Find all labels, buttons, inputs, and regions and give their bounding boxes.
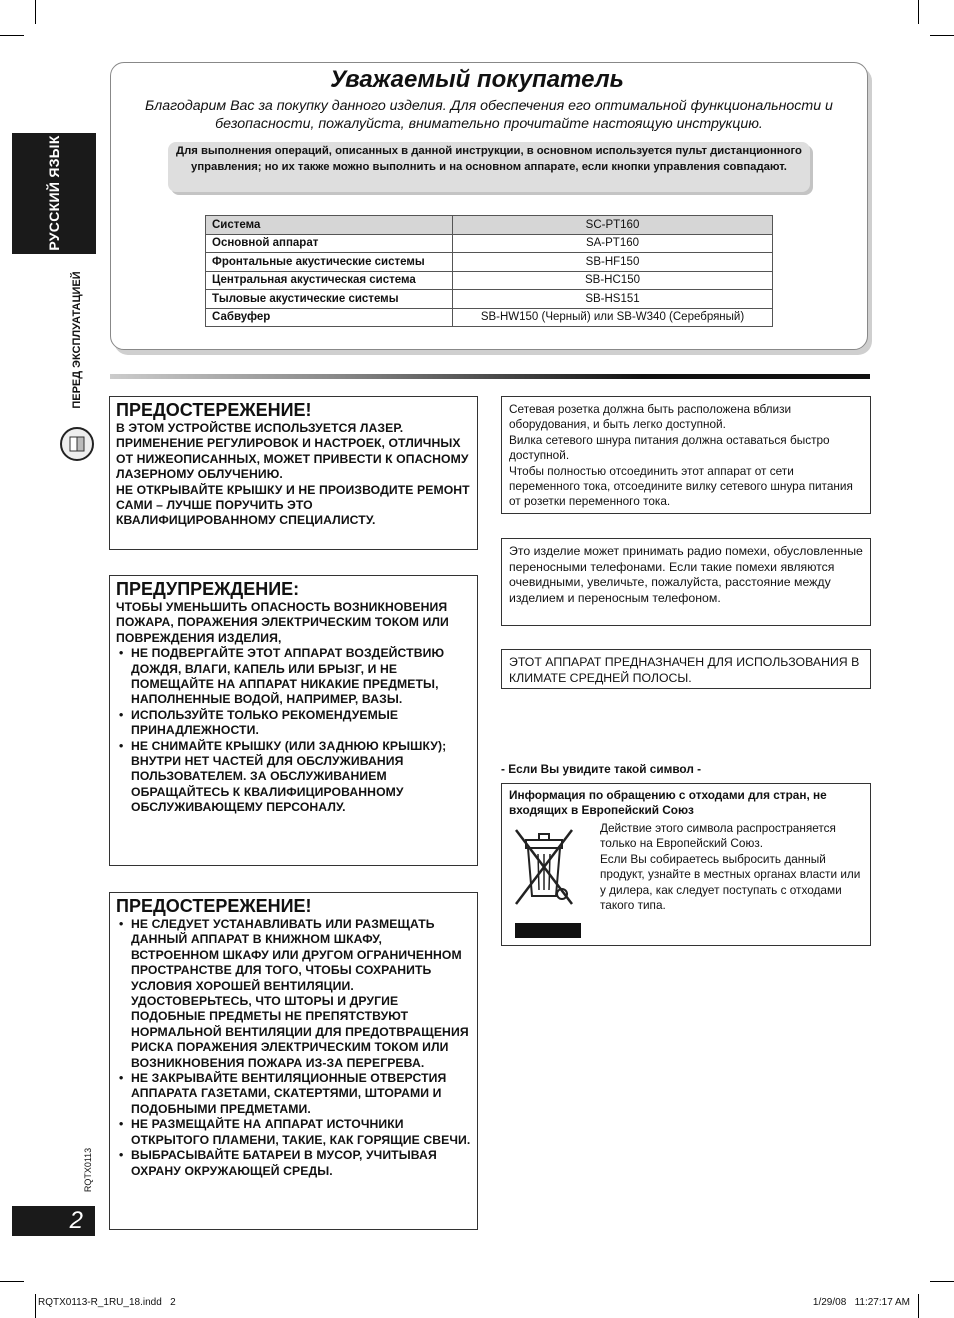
crop-mark <box>0 35 24 36</box>
disposal-advice-text: Если Вы собираетесь выбросить данный продукт, узнайте в местных органах власти или у дилера, как следует поступать с отходами такого типа. <box>600 851 861 913</box>
footer-datetime: 1/29/08 11:27:17 AM <box>812 1297 910 1308</box>
laser-caution-box <box>109 396 478 550</box>
list-item: • ВЫБРАСЫВАЙТЕ БАТАРЕИ В МУСОР, УЧИТЫВАЯ ОХРАНУ ОКРУЖАЮЩЕЙ СРЕДЫ. <box>116 1148 471 1179</box>
page-number: 2 <box>69 1207 83 1234</box>
crop-mark <box>918 0 919 24</box>
table-cell-value: SB-HF150 <box>453 253 773 272</box>
laser-caution-text: В ЭТОМ УСТРОЙСТВЕ ИСПОЛЬЗУЕТСЯ ЛАЗЕР. ПРИМЕНЕНИЕ РЕГУЛИРОВОК И НАСТРОЕК, ОТЛИЧНЫХ ОТ НИЖЕОПИСАННЫХ, МОЖЕТ ПРИВЕСТИ К ОПАСНОМУ ЛАЗЕРНОМУ ОБЛУЧЕНИЮ. <box>116 421 469 482</box>
table-cell-label: Фронтальные акустические системы <box>206 253 453 272</box>
remote-control-note: Для выполнения операций, описанных в данной инструкции, в основном используется пульт дистанционного управления; но их также можно выполнить и на основном аппарате, если кнопки управления совпадают. <box>168 142 810 192</box>
radio-interference-text: Это изделие может принимать радио помехи, обусловленные переносными телефонами. Если такие помехи являются очевидными, увеличьте, пожалуйста, расстояние между изделием и переносным телефоном. <box>509 544 863 605</box>
eu-only-text: Действие этого символа распространяется только на Европейский Союз. <box>600 821 836 851</box>
table-row <box>206 290 773 309</box>
crop-mark <box>0 1281 24 1282</box>
crop-mark <box>918 1294 919 1318</box>
list-item: • НЕ ПОДВЕРГАЙТЕ ЭТОТ АППАРАТ ВОЗДЕЙСТВИЮ ДОЖДЯ, ВЛАГИ, КАПЕЛЬ ИЛИ БРЫЗГ, И НЕ ПОМЕЩАЙТЕ НА АППАРАТ НИКАКИЕ ПРЕДМЕТЫ, НАПОЛНЕННЫЕ ВОДОЙ, НАПРИМЕР, ВАЗЫ. <box>116 646 471 708</box>
list-item: • ИСПОЛЬЗУЙТЕ ТОЛЬКО РЕКОМЕНДУЕМЫЕ ПРИНАДЛЕЖНОСТИ. <box>116 708 471 739</box>
section-label: ПЕРЕД ЭКСПЛУАТАЦИЕЙ <box>71 271 83 409</box>
page-number-box <box>12 1206 95 1236</box>
table-cell-value: SB-HW150 (Черный) или SB-W340 (Серебряный) <box>453 308 773 327</box>
repair-caution-text: НЕ ОТКРЫВАЙТЕ КРЫШКУ И НЕ ПРОИЗВОДИТЕ РЕМОНТ САМИ – ЛУЧШЕ ПОРУЧИТЬ ЭТО КВАЛИФИЦИРОВАННОМУ СПЕЦИАЛИСТУ. <box>116 482 470 528</box>
warning-list <box>116 646 471 815</box>
list-item: • НЕ ЗАКРЫВАЙТЕ ВЕНТИЛЯЦИОННЫЕ ОТВЕРСТИЯ АППАРАТА ГАЗЕТАМИ, СКАТЕРТЯМИ, ШТОРАМИ И ПОДОБНЫМИ ПРЕДМЕТАМИ. <box>116 1071 471 1117</box>
disposal-heading: Информация по обращению с отходами для стран, не входящих в Европейский Союз <box>509 788 827 818</box>
warning-box <box>109 575 478 866</box>
language-tab <box>12 133 96 254</box>
plug-text: Вилка сетевого шнура питания должна оставаться быстро доступной. <box>509 432 830 463</box>
crop-mark <box>35 0 36 24</box>
table-cell-label: Сабвуфер <box>206 308 453 327</box>
instruction-book-icon <box>60 427 94 461</box>
crop-mark <box>35 1294 36 1318</box>
table-cell-value: SA-PT160 <box>453 234 773 253</box>
list-item: • НЕ СЛЕДУЕТ УСТАНАВЛИВАТЬ ИЛИ РАЗМЕЩАТЬ ДАННЫЙ АППАРАТ В КНИЖНОМ ШКАФУ, ВСТРОЕННОМ ШКАФУ ИЛИ ДРУГОМ ОГРАНИЧЕННОМ ПРОСТРАНСТВЕ ДЛЯ ТОГО, ЧТОБЫ СОХРАНИТЬ УСЛОВИЯ ХОРОШЕЙ ВЕНТИЛЯЦИИ. УДОСТОВЕРЬТЕСЬ, ЧТО ШТОРЫ И ДРУГИЕ ПОДОБНЫЕ ПРЕДМЕТЫ НЕ ПРЕПЯТСТВУЮТ НОРМАЛЬНОЙ ВЕНТИЛЯЦИИ ДЛЯ ПРЕДОТВРАЩЕНИЯ РИСКА ПОРАЖЕНИЯ ЭЛЕКТРИЧЕСКИМ ТОКОМ ИЛИ ВОЗНИКНОВЕНИЯ ПОЖАРА ИЗ-ЗА ПЕРЕГРЕВА. <box>116 917 471 1071</box>
table-row <box>206 308 773 327</box>
table-row <box>206 271 773 290</box>
disconnect-text: Чтобы полностью отсоединить этот аппарат от сети переменного тока, отсоедините вилку сетевого шнура питания от розетки переменного тока. <box>509 463 853 509</box>
outlet-text: Сетевая розетка должна быть расположена вблизи оборудования, и быть легко доступной. <box>509 402 792 432</box>
laser-caution-heading: ПРЕДОСТЕРЕЖЕНИЕ! <box>116 400 312 420</box>
table-cell-value: SC-PT160 <box>453 216 773 235</box>
weee-bar <box>515 923 581 938</box>
table-row <box>206 216 773 235</box>
table-cell-value: SB-HC150 <box>453 271 773 290</box>
table-cell-label: Центральная акустическая система <box>206 271 453 290</box>
crop-mark <box>930 35 954 36</box>
table-cell-label: Система <box>206 216 453 235</box>
ventilation-caution-box <box>109 892 478 1230</box>
document-code: RQTX0113 <box>83 1147 93 1193</box>
list-item: • НЕ РАЗМЕЩАЙТЕ НА АППАРАТ ИСТОЧНИКИ ОТКРЫТОГО ПЛАМЕНИ, ТАКИЕ, КАК ГОРЯЩИЕ СВЕЧИ. <box>116 1117 471 1148</box>
symbol-lead: - Если Вы увидите такой символ - <box>501 762 702 776</box>
section-divider <box>110 374 870 379</box>
models-table <box>205 215 773 327</box>
warning-intro: ЧТОБЫ УМЕНЬШИТЬ ОПАСНОСТЬ ВОЗНИКНОВЕНИЯ ПОЖАРА, ПОРАЖЕНИЯ ЭЛЕКТРИЧЕСКИМ ТОКОМ ИЛИ ПОВРЕЖДЕНИЯ ИЗДЕЛИЯ, <box>116 600 449 645</box>
radio-interference-box <box>501 538 871 626</box>
table-row <box>206 234 773 253</box>
list-item: • НЕ СНИМАЙТЕ КРЫШКУ (ИЛИ ЗАДНЮЮ КРЫШКУ); ВНУТРИ НЕТ ЧАСТЕЙ ДЛЯ ОБСЛУЖИВАНИЯ ПОЛЬЗОВАТЕЛЕМ. ЗА ОБСЛУЖИВАНИЕМ ОБРАЩАЙТЕСЬ К КВАЛИФИЦИРОВАННОМУ ОБСЛУЖИВАЮЩЕМУ ПЕРСОНАЛУ. <box>116 739 471 816</box>
disposal-text <box>600 821 862 913</box>
climate-box <box>501 649 871 689</box>
crop-mark <box>930 1281 954 1282</box>
page-title: Уважаемый покупатель <box>330 66 624 93</box>
climate-text: ЭТОТ АППАРАТ ПРЕДНАЗНАЧЕН ДЛЯ ИСПОЛЬЗОВАНИЯ В КЛИМАТЕ СРЕДНЕЙ ПОЛОСЫ. <box>509 655 860 685</box>
table-cell-label: Тыловые акустические системы <box>206 290 453 309</box>
intro-subtitle: Благодарим Вас за покупку данного изделия. Для обеспечения его оптимальной функциональности и безопасности, пожалуйста, внимательно прочитайте настоящую инструкцию. <box>145 98 833 132</box>
table-cell-label: Основной аппарат <box>206 234 453 253</box>
table-row <box>206 253 773 272</box>
ventilation-caution-list <box>116 917 471 1179</box>
power-outlet-box <box>501 396 871 514</box>
ventilation-caution-heading: ПРЕДОСТЕРЕЖЕНИЕ! <box>116 896 312 916</box>
footer-file: RQTX0113-R_1RU_18.indd 2 <box>38 1297 176 1308</box>
warning-heading: ПРЕДУПРЕЖДЕНИЕ: <box>116 579 300 599</box>
table-cell-value: SB-HS151 <box>453 290 773 309</box>
crossed-bin-icon <box>512 822 576 908</box>
language-tab-label: РУССКИЙ ЯЗЫК <box>46 135 62 251</box>
